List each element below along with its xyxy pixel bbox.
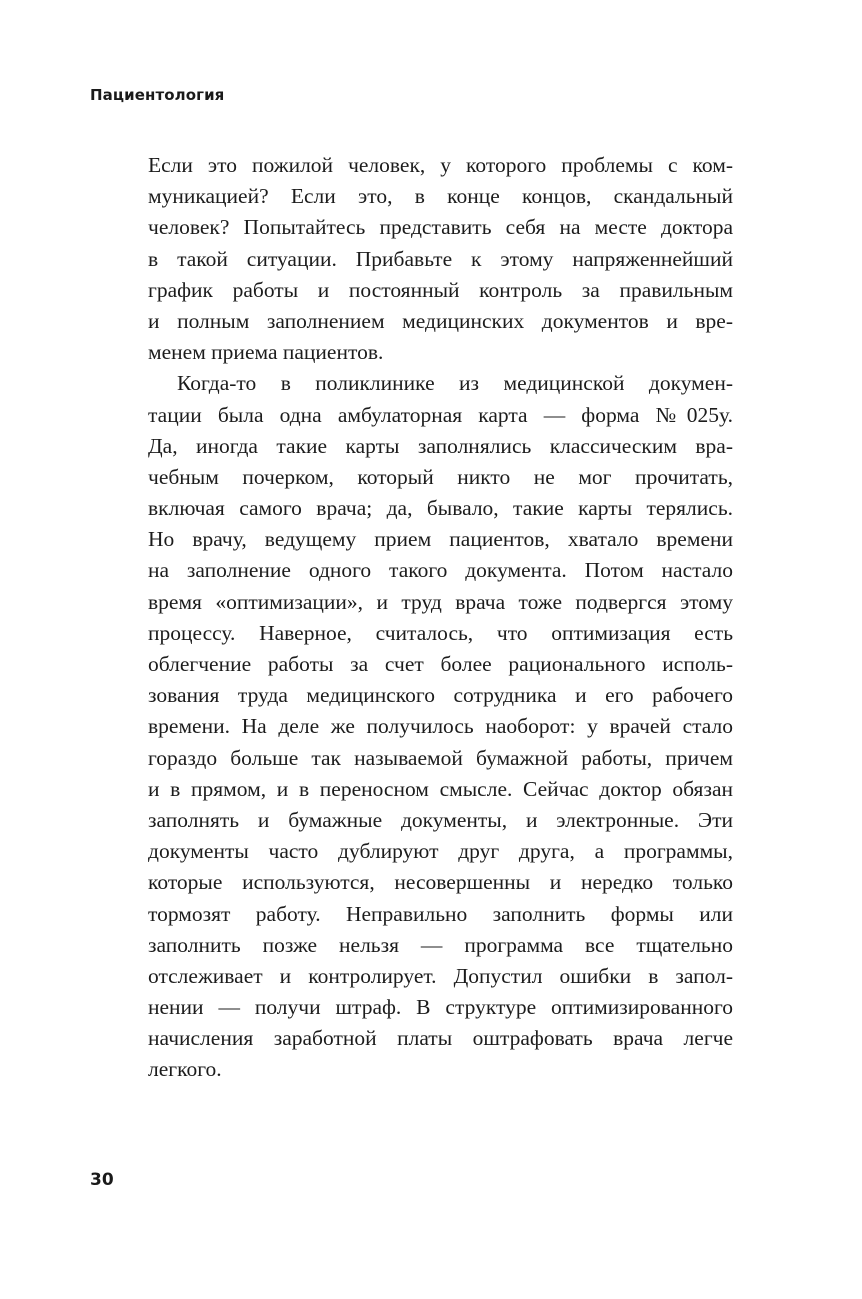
text-line: и в прямом, и в переносном смысле. Сейчас доктор обязан bbox=[148, 776, 733, 801]
text-line: начисления заработной платы оштрафовать врача легче bbox=[148, 1026, 733, 1051]
text-line: заполнять и бумажные документы, и электронные. Эти bbox=[148, 807, 733, 832]
text-line: документы часто дублируют друг друга, а программы, bbox=[148, 839, 733, 864]
text-line: нении — получи штраф. В структуре оптимизированного bbox=[148, 995, 733, 1020]
page-number: 30 bbox=[90, 1170, 114, 1190]
text-line: отслеживает и контролирует. Допустил ошибки в запол- bbox=[148, 963, 733, 988]
text-line: в такой ситуации. Прибавьте к этому напряженнейший bbox=[148, 246, 733, 271]
text-line: муникацией? Если это, в конце концов, скандальный bbox=[148, 184, 733, 209]
paragraph-2 bbox=[148, 368, 733, 1085]
text-line: человек? Попытайтесь представить себя на месте доктора bbox=[148, 215, 733, 240]
text-line: облегчение работы за счет более рационального исполь- bbox=[148, 652, 733, 676]
text-line: гораздо больше так называемой бумажной работы, причем bbox=[148, 745, 733, 770]
text-line: заполнить позже нельзя — программа все тщательно bbox=[148, 932, 733, 957]
text-line: Когда-то в поликлинике из медицинской докумен- bbox=[177, 371, 733, 396]
text-line: тации была одна амбулаторная карта — форма №025у. bbox=[148, 402, 733, 427]
text-line: Да, иногда такие карты заполнялись классическим вра- bbox=[148, 433, 733, 458]
running-header: Пациентология bbox=[90, 86, 225, 104]
text-line: времени. На деле же получилось наоборот: у врачей стало bbox=[148, 714, 733, 739]
text-line: и полным заполнением медицинских документов и вре- bbox=[148, 308, 733, 333]
text-line: которые используются, несовершенны и нередко только bbox=[148, 870, 733, 895]
body-text bbox=[148, 150, 733, 1086]
paragraph-1 bbox=[148, 150, 733, 368]
text-line: Но врачу, ведущему прием пациентов, хватало времени bbox=[148, 527, 733, 552]
text-line: тормозят работу. Неправильно заполнить формы или bbox=[148, 901, 733, 926]
text-line: включая самого врача; да, бывало, такие карты терялись. bbox=[148, 496, 733, 521]
text-line: на заполнение одного такого документа. Потом настало bbox=[148, 558, 733, 583]
text-line: время «оптимизации», и труд врача тоже подвергся этому bbox=[148, 589, 733, 614]
text-line: чебным почерком, который никто не мог прочитать, bbox=[148, 464, 733, 489]
text-line: процессу. Наверное, считалось, что оптимизация есть bbox=[148, 620, 733, 645]
text-line: зования труда медицинского сотрудника и его рабочего bbox=[148, 683, 733, 708]
text-line: график работы и постоянный контроль за правильным bbox=[148, 277, 733, 302]
text-line: легкого. bbox=[148, 1057, 222, 1082]
text-line: менем приема пациентов. bbox=[148, 340, 384, 365]
text-line: Если это пожилой человек, у которого проблемы с ком- bbox=[148, 153, 733, 177]
